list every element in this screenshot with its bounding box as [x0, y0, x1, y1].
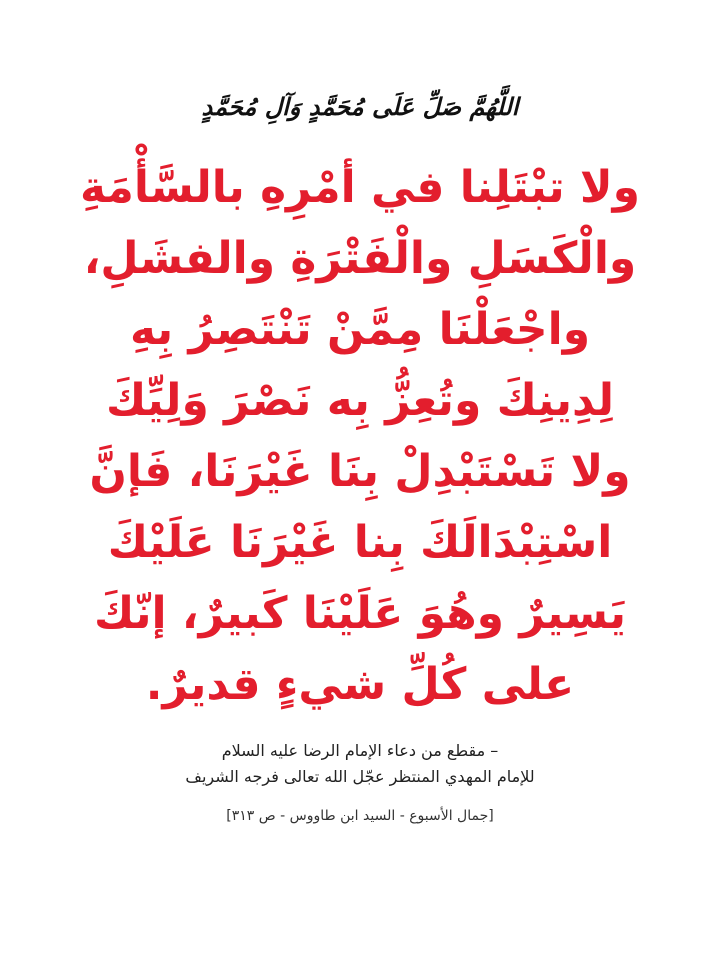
verse-line: ولا تبْتَلِنا في أمْرِهِ بالسَّأْمَةِ [79, 162, 641, 213]
verse-line: يَسِيرٌ وهُوَ عَلَيْنَا كَبيرٌ، إنّكَ [94, 588, 626, 639]
source-line-1: – مقطع من دعاء الإمام الرضا عليه السلام [221, 741, 499, 760]
verse-line: والْكَسَلِ والْفَتْرَةِ والفشَلِ، [83, 233, 637, 284]
source-line-2: للإمام المهدي المنتظر عجّل الله تعالى فرجه الشريف [185, 767, 535, 786]
prayer-verses [40, 152, 680, 720]
verse-line: اسْتِبْدَالَكَ بِنا غَيْرَنَا عَلَيْكَ [107, 517, 613, 568]
salawat-heading: اللَّهُمَّ صَلِّ عَلَى مُحَمَّدٍ وَآلِ مُحَمَّدٍ [201, 92, 519, 121]
verse-line: لِدِينِكَ وتُعِزُّ بِه نَصْرَ وَلِيِّكَ [106, 375, 614, 426]
verse-line: ولا تَسْتَبْدِلْ بِنَا غَيْرَنَا، فَإنَّ [89, 446, 631, 497]
verse-line: واجْعَلْنَا مِمَّنْ تَنْتَصِرُ بِهِ [129, 304, 591, 355]
verse-line: على كُلِّ شيءٍ قديرٌ. [145, 659, 575, 710]
book-reference: [جمال الأسبوع - السيد ابن طاووس - ص ٣١٣] [226, 808, 494, 824]
source-attribution [120, 738, 600, 790]
